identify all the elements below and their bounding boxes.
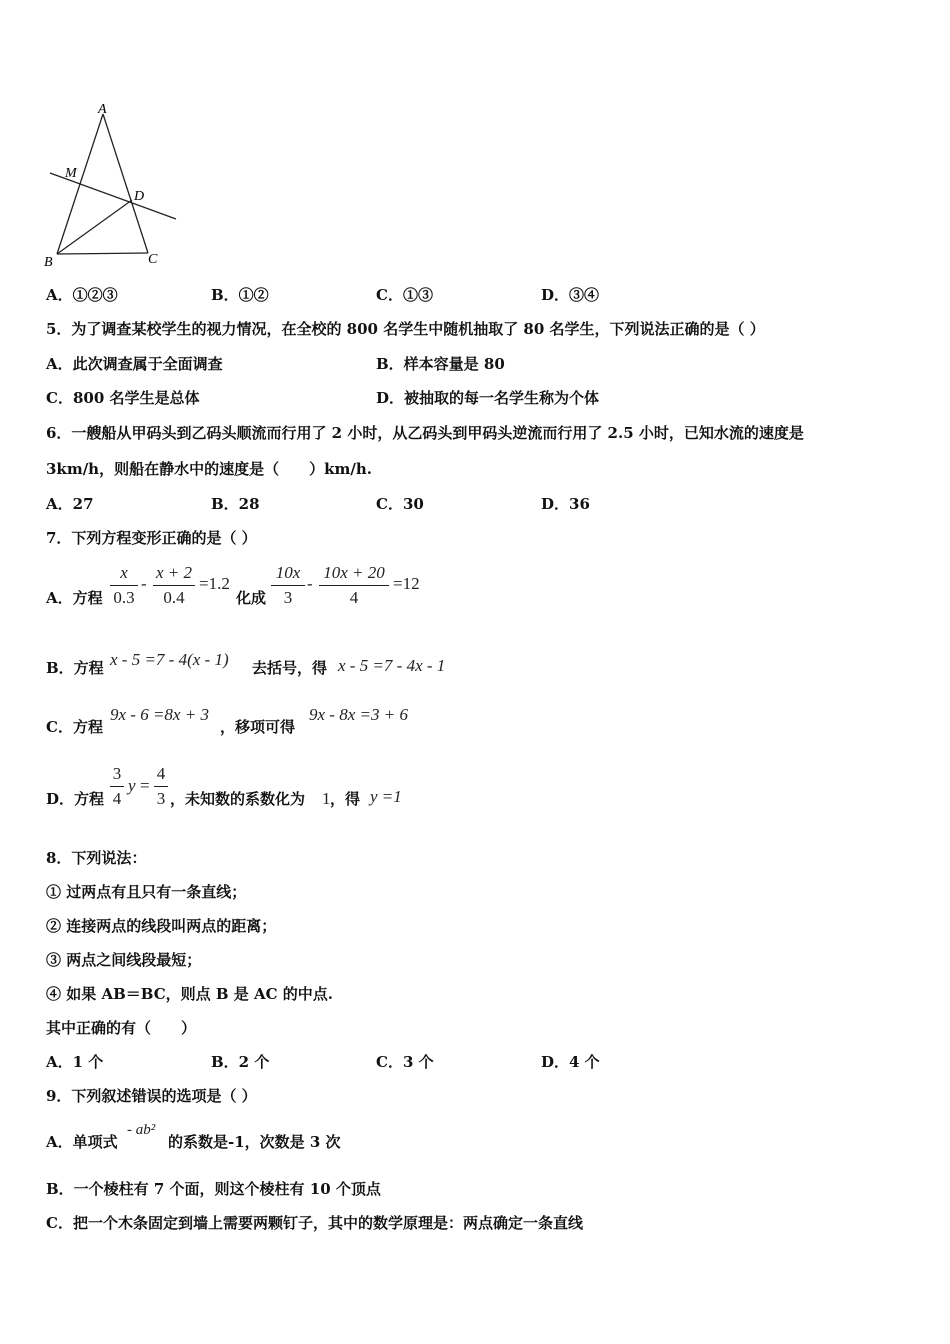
- q8-item-2: ② 连接两点的线段叫两点的距离；: [46, 917, 277, 935]
- q7a-f2-numerator: x + 2: [155, 563, 193, 582]
- q6-option-b: B．28: [211, 495, 260, 513]
- q7a-f4-numerator: 10x + 20: [323, 563, 385, 582]
- q7a-fraction-2: [153, 563, 195, 608]
- q7d-get-text: ，得: [330, 790, 361, 808]
- q7b-equation-1: x - 5 =7 - 4(x - 1): [110, 650, 229, 669]
- q4-option-b: B．①②: [211, 286, 269, 304]
- q7c-equation-1: 9x - 6 =8x + 3: [110, 705, 209, 724]
- q7d-f1-denominator: 4: [112, 789, 122, 808]
- q7d-mid-text: ，未知数的系数化为: [170, 790, 306, 808]
- q6-option-d: D．36: [541, 495, 590, 513]
- label-c: C: [148, 252, 158, 267]
- q7c-equation-2: 9x - 8x =3 + 6: [309, 705, 408, 724]
- segment-ac: [103, 114, 148, 253]
- q9-stem: 9．下列叙述错误的选项是（ ）: [46, 1087, 257, 1105]
- q7d-fraction-2: [154, 764, 168, 809]
- q8-item-1: ① 过两点有且只有一条直线；: [46, 883, 247, 901]
- q7a-minus-2: -: [307, 574, 313, 593]
- q4-option-c: C．①③: [376, 286, 433, 304]
- q8-item-4: ④ 如果 AB＝BC，则点 B 是 AC 的中点.: [46, 985, 334, 1003]
- q7d-f2-numerator: 4: [156, 764, 166, 783]
- q9-option-b: B．一个棱柱有 7 个面，则这个棱柱有 10 个顶点: [46, 1180, 381, 1198]
- q7d-result: y =1: [370, 787, 402, 806]
- q7a-fraction-4: [319, 563, 389, 608]
- q4-option-d: D．③④: [541, 286, 600, 304]
- q6-stem-line1: 6．一艘船从甲码头到乙码头顺流而行用了 2 小时，从乙码头到甲码头逆流而行用了 2.5 小时，已知水流的速度是: [46, 424, 804, 442]
- q7d-variable-y: y: [128, 776, 136, 795]
- q5-option-d: D．被抽取的每一名学生称为个体: [376, 389, 600, 407]
- q9-option-a-label: A．单项式: [46, 1133, 118, 1151]
- q7a-f1-numerator: x: [120, 563, 128, 582]
- q7c-label: C．方程: [46, 718, 103, 736]
- q7a-f4-denominator: 4: [349, 588, 359, 607]
- q7d-one: 1: [322, 789, 331, 808]
- q8-option-d: D．4 个: [541, 1053, 600, 1071]
- q5-option-a: A．此次调查属于全面调查: [46, 355, 223, 373]
- q8-option-a: A．1 个: [46, 1053, 104, 1071]
- q7a-label: A．方程: [46, 589, 103, 607]
- q7a-f1-denominator: 0.3: [113, 588, 135, 607]
- label-b: B: [44, 255, 53, 270]
- q7d-equals: =: [140, 776, 150, 795]
- q7a-rhs-2: =12: [393, 574, 420, 593]
- q7a-f3-denominator: 3: [283, 588, 293, 607]
- q7b-mid-text: 去括号，得: [252, 659, 328, 677]
- q4-option-a: A．①②③: [46, 286, 118, 304]
- q7-stem: 7．下列方程变形正确的是（ ）: [46, 529, 257, 547]
- q7a-f3-numerator: 10x: [275, 563, 301, 582]
- segment-bc: [57, 253, 148, 254]
- q8-stem: 8．下列说法：: [46, 849, 147, 867]
- q8-option-b: B．2 个: [211, 1053, 270, 1071]
- q5-option-c: C．800 名学生是总体: [46, 389, 200, 407]
- q7d-f1-numerator: 3: [112, 764, 122, 783]
- q7a-minus-1: -: [141, 574, 147, 593]
- q6-option-a: A．27: [46, 495, 94, 513]
- q9-option-a-rest: 的系数是-1，次数是 3 次: [168, 1133, 341, 1151]
- q8-ask: 其中正确的有（ ）: [46, 1019, 197, 1037]
- triangle-figure: [40, 100, 185, 270]
- q7a-fraction-3: [271, 563, 305, 608]
- q7c-mid-text: ，移项可得: [220, 718, 296, 736]
- q7d-fraction-1: [110, 764, 124, 809]
- q7b-label: B．方程: [46, 659, 104, 677]
- q8-option-c: C．3 个: [376, 1053, 434, 1071]
- q6-stem-line2: 3km/h，则船在静水中的速度是（ ）km/h.: [46, 460, 372, 478]
- q7d-label: D．方程: [46, 790, 105, 808]
- label-d: D: [134, 189, 145, 204]
- q7a-rhs-1: =1.2: [199, 574, 230, 593]
- q6-option-c: C．30: [376, 495, 424, 513]
- q7a-fraction-1: [110, 563, 138, 608]
- q7a-f2-denominator: 0.4: [163, 588, 185, 607]
- segment-bd: [57, 200, 132, 254]
- q8-item-3: ③ 两点之间线段最短；: [46, 951, 202, 969]
- q9-option-c: C．把一个木条固定到墙上需要两颗钉子，其中的数学原理是：两点确定一条直线: [46, 1214, 583, 1232]
- q5-option-b: B．样本容量是 80: [376, 355, 505, 373]
- q5-stem: 5．为了调查某校学生的视力情况，在全校的 800 名学生中随机抽取了 80 名学生，下列说法正确的是（ ）: [46, 320, 765, 338]
- q7d-f2-denominator: 3: [156, 789, 166, 808]
- label-a: A: [98, 102, 107, 117]
- q9-option-a-expression: - ab²: [127, 1122, 156, 1138]
- q7b-equation-2: x - 5 =7 - 4x - 1: [338, 656, 446, 675]
- q7a-mid-text: 化成: [236, 589, 267, 607]
- label-m: M: [65, 166, 77, 181]
